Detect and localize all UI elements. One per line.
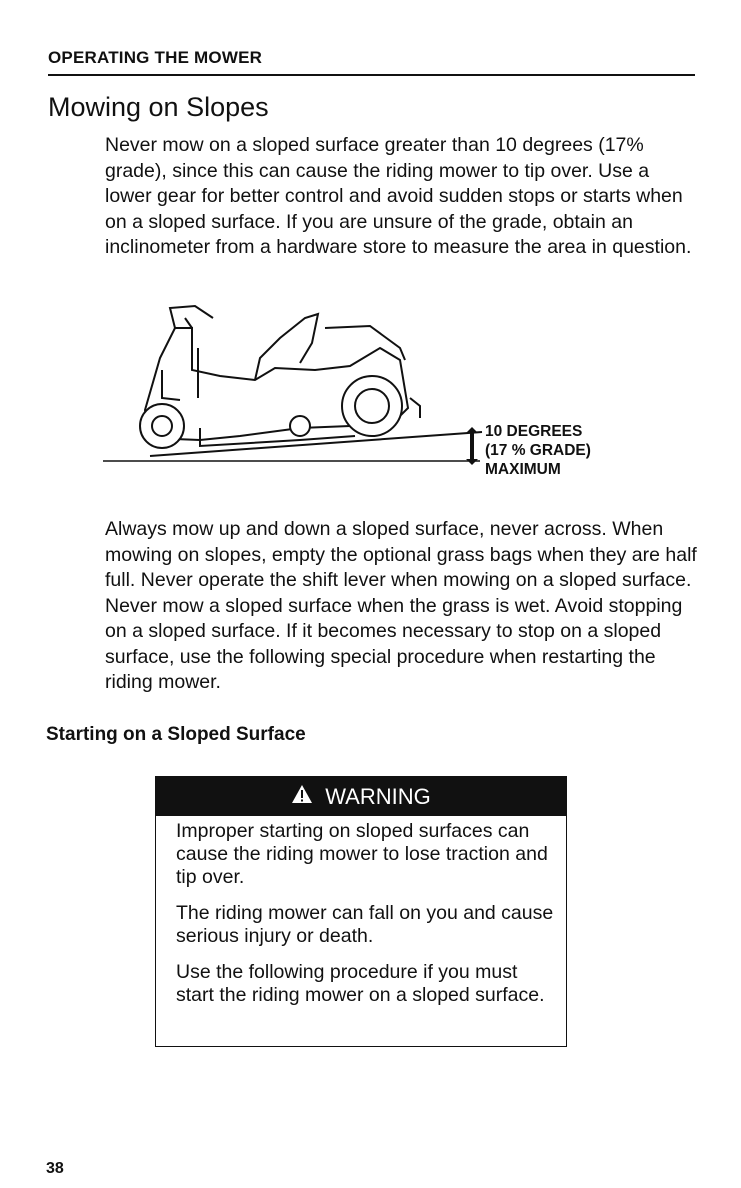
slope-maximum-label — [485, 422, 591, 479]
slope-label-maximum: MAXIMUM — [485, 461, 561, 478]
slope-label-grade: (17 % GRADE) — [485, 442, 591, 459]
slopes-paragraph: Always mow up and down a sloped surface, never across. When mowing on slopes, empty the optional grass bags when they are half full. Never operate the shift lever when mowing on a sloped surface. Never mow a sloped surface when the grass is wet. Avoid stopping on a sloped surface. If it becomes necessary to stop on a sloped surface, use the following special procedure when restarting the riding mower. — [105, 518, 697, 693]
warning-text-2: The riding mower can fall on you and cause serious injury or death. — [176, 902, 554, 947]
slope-label-degrees: 10 DEGREES — [485, 423, 583, 440]
warning-body — [156, 816, 566, 1007]
page-title: Mowing on Slopes — [48, 92, 269, 122]
header-rule — [48, 74, 695, 76]
subheading-starting-on-slope: Starting on a Sloped Surface — [46, 724, 306, 745]
warning-title: WARNING — [325, 783, 431, 809]
mower-wheels — [140, 376, 402, 448]
section-header: OPERATING THE MOWER — [48, 48, 263, 67]
page-number: 38 — [46, 1160, 64, 1177]
warning-text-1: Improper starting on sloped surfaces can cause the riding mower to lose traction and tip over. — [176, 820, 548, 888]
intro-paragraph: Never mow on a sloped surface greater than 10 degrees (17% grade), since this can cause the riding mower to tip over. Use a lower gear for better control and avoid sudden stops or starts when on a sloped surface. If you are unsure of the grade, obtain an inclinometer from a hardware store to measure the area in question. — [105, 134, 692, 258]
warning-triangle-icon — [291, 784, 313, 810]
warning-header — [156, 777, 566, 816]
warning-box — [155, 776, 567, 1047]
warning-text-3: Use the following procedure if you must start the riding mower on a sloped surface. — [176, 961, 545, 1006]
